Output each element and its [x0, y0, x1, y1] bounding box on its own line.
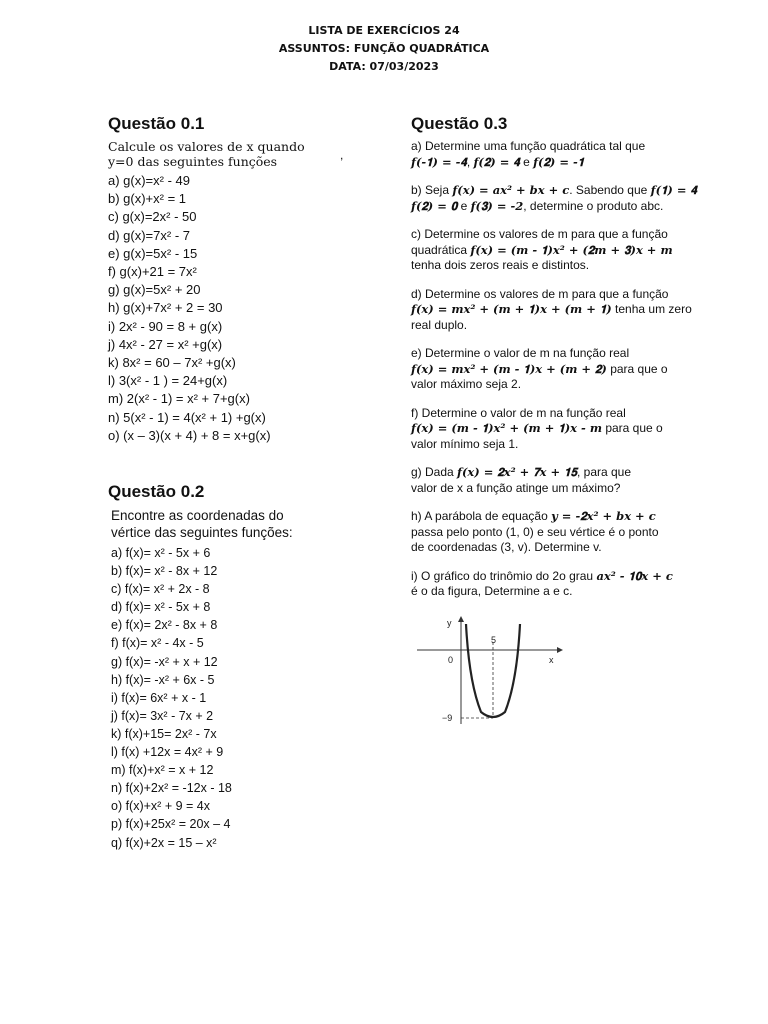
item-line: é o da figura, Determine a e c.	[411, 584, 573, 598]
exercise-item-h	[411, 509, 711, 556]
header-subjects: ASSUNTOS: FUNÇÃO QUADRÁTICA	[278, 42, 490, 55]
exercise-item: m) 2(x² - 1) = x² + 7+g(x)	[108, 391, 250, 407]
left-column	[108, 114, 358, 850]
math-expr: 𝒂𝒙² - 𝟏𝟎𝒙 + 𝒄	[596, 568, 673, 583]
exercise-item: o) (x – 3)(x + 4) + 8 = x+g(x)	[108, 427, 271, 443]
item-line	[411, 569, 711, 585]
exercise-item: k) 8x² = 60 – 7x² +g(x)	[108, 355, 236, 371]
text-span: b) Seja	[411, 183, 453, 197]
stray-comma: ,	[340, 148, 344, 162]
math-expr: 𝒇(𝟑) = -2	[470, 198, 524, 213]
text-span: i) O gráfico do trinômio do 2o grau	[411, 568, 597, 583]
origin-label: 0	[448, 655, 454, 665]
parabola-graph	[411, 612, 571, 728]
question-0-1-title: Questão 0.1	[108, 114, 205, 133]
exercise-item-e	[411, 346, 711, 393]
exercise-item: n) 5(x² - 1) = 4(x² + 1) +g(x)	[108, 409, 266, 425]
exercise-item: h) f(x)= -x² + 6x - 5	[111, 672, 215, 687]
item-line	[411, 302, 711, 318]
intro-line: Calcule os valores de x quando	[108, 139, 305, 154]
math-expr: 𝒇(-𝟏) = -𝟒	[411, 154, 467, 169]
math-expr: 𝒇(𝟐) = 𝟒	[473, 154, 520, 169]
item-line: passa pelo ponto (1, 0) e seu vértice é o ponto	[411, 524, 659, 539]
exercise-item: g) f(x)= -x² + x + 12	[111, 654, 218, 669]
text-span: para que o	[606, 361, 668, 376]
exercise-item-d	[411, 287, 711, 334]
exercise-item: d) g(x)=7x² - 7	[108, 227, 190, 243]
exercise-item: d) f(x)= x² - 5x + 8	[111, 600, 211, 615]
item-line	[411, 421, 711, 437]
item-line: valor de x a função atinge um máximo?	[411, 480, 621, 495]
intro-line: y=0 das seguintes funções	[108, 154, 278, 169]
question-0-3	[411, 114, 711, 613]
exercise-item: b) g(x)+x² = 1	[108, 191, 187, 207]
math-expr: 𝒇(𝒙) = (𝒎 - 𝟏)𝒙² + (𝟐𝒎 + 𝟑)𝒙 + 𝒎	[470, 242, 673, 257]
exercise-item-i	[411, 569, 711, 600]
exercise-item-c	[411, 227, 711, 274]
math-expr: 𝒇(𝟏) = 𝟒	[650, 183, 697, 197]
item-line: c) Determine os valores de m para que a função	[411, 227, 668, 241]
math-expr: 𝒇(𝒙) = 𝒎𝒙² + (𝒎 + 𝟏)𝒙 + (𝒎 + 𝟏)	[411, 302, 612, 316]
header-title: LISTA DE EXERCÍCIOS 24	[308, 24, 460, 37]
item-line	[411, 155, 711, 171]
item-line: valor mínimo seja 1.	[411, 436, 519, 451]
text-span: , para que	[576, 465, 632, 479]
exercise-item: k) f(x)+15= 2x² - 7x	[111, 726, 217, 741]
item-line: de coordenadas (3, v). Determine v.	[411, 540, 602, 554]
item-line: valor máximo seja 2.	[411, 377, 522, 391]
exercise-item: f) g(x)+21 = 7x²	[108, 264, 197, 280]
exercise-item-f	[411, 406, 711, 453]
question-0-1-items	[108, 172, 358, 445]
math-expr: 𝒇(𝟐) = 𝟎	[411, 198, 458, 213]
exercise-item: j) f(x)= 3x² - 7x + 2	[111, 708, 214, 723]
exercise-item: b) f(x)= x² - 8x + 12	[111, 564, 218, 579]
item-line	[411, 183, 711, 199]
question-0-2-title: Questão 0.2	[108, 482, 205, 501]
question-0-3-title: Questão 0.3	[411, 114, 508, 133]
text-span: h) A parábola de equação	[411, 509, 552, 523]
text-span: quadrática	[411, 242, 471, 257]
parabola-figure	[411, 612, 571, 733]
item-line	[411, 465, 711, 481]
text-span: para que o	[601, 421, 663, 435]
math-expr: 𝒇(𝒙) = (𝒎 - 𝟏)𝒙² + (𝒎 + 𝟏)𝒙 - 𝒎	[411, 421, 602, 435]
item-line: e) Determine o valor de m na função real	[411, 346, 630, 360]
exercise-item-g	[411, 465, 711, 496]
item-line: real duplo.	[411, 317, 468, 332]
math-expr: 𝒚 = -𝟐𝒙² + 𝒃𝒙 + 𝒄	[551, 509, 656, 523]
y-axis-label: y	[447, 618, 452, 628]
exercise-item: p) f(x)+25x² = 20x – 4	[111, 817, 231, 832]
text-span: e	[519, 154, 534, 169]
intro-line: Encontre as coordenadas do	[111, 508, 284, 523]
exercise-item: i) f(x)= 6x² + x - 1	[111, 690, 207, 705]
text-span: ,	[466, 154, 474, 169]
document-header	[0, 22, 768, 76]
x-axis-arrow	[557, 647, 563, 653]
text-span: g) Dada	[411, 465, 458, 479]
exercise-item: f) f(x)= x² - 4x - 5	[111, 636, 204, 651]
question-0-1-intro	[108, 139, 358, 169]
question-0-2-items	[108, 544, 368, 852]
exercise-item: l) f(x) +12x = 4x² + 9	[111, 745, 224, 760]
exercise-item: c) f(x)= x² + 2x - 8	[111, 582, 210, 597]
item-line	[411, 362, 711, 378]
y-axis-arrow	[458, 616, 464, 622]
text-span: . Sabendo que	[569, 183, 651, 197]
math-expr: 𝒇(𝒙) = 𝟐𝒙² + 𝟕𝒙 + 𝟏𝟓	[457, 465, 577, 479]
exercise-item: n) f(x)+2x² = -12x - 18	[111, 781, 232, 796]
exercise-item-b	[411, 183, 711, 214]
vertex-y-label: −9	[442, 713, 453, 723]
item-line	[411, 243, 711, 259]
exercise-item: l) 3(x² - 1 ) = 24+g(x)	[108, 373, 228, 389]
exercise-item: q) f(x)+2x = 15 – x²	[111, 835, 217, 850]
item-line	[411, 199, 711, 215]
item-line: a) Determine uma função quadrática tal que	[411, 139, 646, 153]
exercise-item: a) f(x)= x² - 5x + 6	[111, 546, 211, 560]
exercise-item: o) f(x)+x² + 9 = 4x	[111, 799, 210, 814]
header-date: DATA: 07/03/2023	[329, 60, 439, 73]
exercise-item: e) f(x)= 2x² - 8x + 8	[111, 618, 218, 633]
text-span: e	[457, 198, 471, 213]
exercise-item: j) 4x² - 27 = x² +g(x)	[108, 336, 223, 352]
exercise-item: e) g(x)=5x² - 15	[108, 245, 198, 261]
x-axis-label: x	[549, 655, 554, 665]
math-expr: 𝒇(𝒙) = 𝒎𝒙² + (𝒎 - 𝟏)𝒙 + (𝒎 + 𝟐)	[411, 361, 607, 376]
question-0-2	[108, 482, 368, 852]
exercise-item: c) g(x)=2x² - 50	[108, 209, 197, 225]
exercise-item: a) g(x)=x² - 49	[108, 173, 190, 188]
item-line: tenha dois zeros reais e distintos.	[411, 258, 590, 272]
item-line: f) Determine o valor de m na função real	[411, 405, 626, 420]
exercise-item: h) g(x)+7x² + 2 = 30	[108, 300, 223, 316]
exercise-item-a	[411, 139, 711, 170]
math-expr: 𝒇(𝟐) = -𝟏	[533, 154, 585, 169]
math-expr: 𝒇(𝒙) = 𝒂𝒙² + 𝒃𝒙 + 𝒄	[452, 183, 570, 197]
intro-line: vértice das seguintes funções:	[111, 525, 293, 540]
text-span: tenha um zero	[611, 302, 692, 316]
question-0-1	[108, 114, 358, 445]
item-line: d) Determine os valores de m para que a função	[411, 286, 669, 301]
vertex-x-label: 5	[491, 635, 497, 645]
item-line	[411, 509, 711, 525]
exercise-item: m) f(x)+x² = x + 12	[111, 763, 214, 778]
text-span: , determine o produto abc.	[523, 198, 664, 213]
exercise-item: g) g(x)=5x² + 20	[108, 282, 201, 298]
exercise-item: i) 2x² - 90 = 8 + g(x)	[108, 318, 223, 334]
question-0-2-intro	[108, 507, 368, 541]
